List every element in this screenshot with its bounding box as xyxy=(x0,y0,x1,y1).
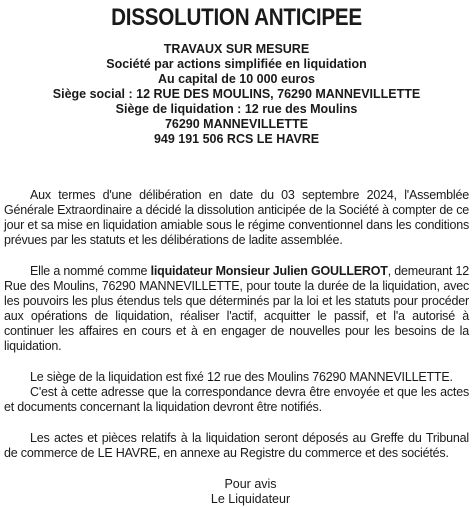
paragraph-correspondence: C'est à cette adresse que la correspondance devra être envoyée et que les actes et documents concernant la liquidation devront être notifiés. xyxy=(4,385,469,414)
liquidator-name: liquidateur Monsieur Julien GOULLEROT xyxy=(150,264,388,278)
paragraph-filing: Les actes et pièces relatifs à la liquidation seront déposés au Greffe du Tribunal de commerce de LE HAVRE, en annexe au Registre du commerce et des sociétés. xyxy=(4,431,469,460)
company-header xyxy=(4,42,469,147)
rcs-number: 949 191 506 RCS LE HAVRE xyxy=(153,132,320,146)
legal-form: Société par actions simplifiée en liquidation xyxy=(106,57,367,71)
company-name: TRAVAUX SUR MESURE xyxy=(163,42,310,56)
liquidator-details: , demeurant 12 Rue des Moulins, 76290 MANNEVILLETTE, pour toute la durée de la liquidation, avec les pouvoirs les plus étendus tels que déterminés par la loi et les statuts pour procéder aux opérations de liquidation, réaliser l'actif, acquitter le passif, et l'a autorisé à continuer les affaires en cours et à en engager de nouvelles pour les besoins de la liquidation. xyxy=(4,264,469,353)
registered-office: Siège social : 12 RUE DES MOULINS, 76290 MANNEVILLETTE xyxy=(52,87,421,101)
liquidator-prefix: Elle a nommé comme xyxy=(30,264,151,278)
paragraph-dissolution: Aux termes d'une délibération en date du 03 septembre 2024, l'Assemblée Générale Extraordinaire a décidé la dissolution anticipée de la Société à compter de ce jour et sa mise en liquidation amiable sous le régime conventionnel dans les conditions prévues par les statuts et les délibérations de ladite assemblée. xyxy=(4,188,469,247)
paragraph-liquidator xyxy=(4,264,469,354)
closing-signature xyxy=(4,477,469,507)
paragraph-liquidation-seat: Le siège de la liquidation est fixé 12 rue des Moulins 76290 MANNEVILLETTE. xyxy=(30,370,453,384)
liquidation-office-line2: 76290 MANNEVILLETTE xyxy=(164,117,309,131)
notice-title: DISSOLUTION ANTICIPEE xyxy=(111,4,362,31)
closing-line-signatory: Le Liquidateur xyxy=(210,492,291,506)
share-capital: Au capital de 10 000 euros xyxy=(157,72,315,86)
liquidation-office-line1: Siège de liquidation : 12 rue des Moulins xyxy=(115,102,358,116)
notice-body xyxy=(4,188,469,461)
closing-line-notice: Pour avis xyxy=(224,477,277,491)
